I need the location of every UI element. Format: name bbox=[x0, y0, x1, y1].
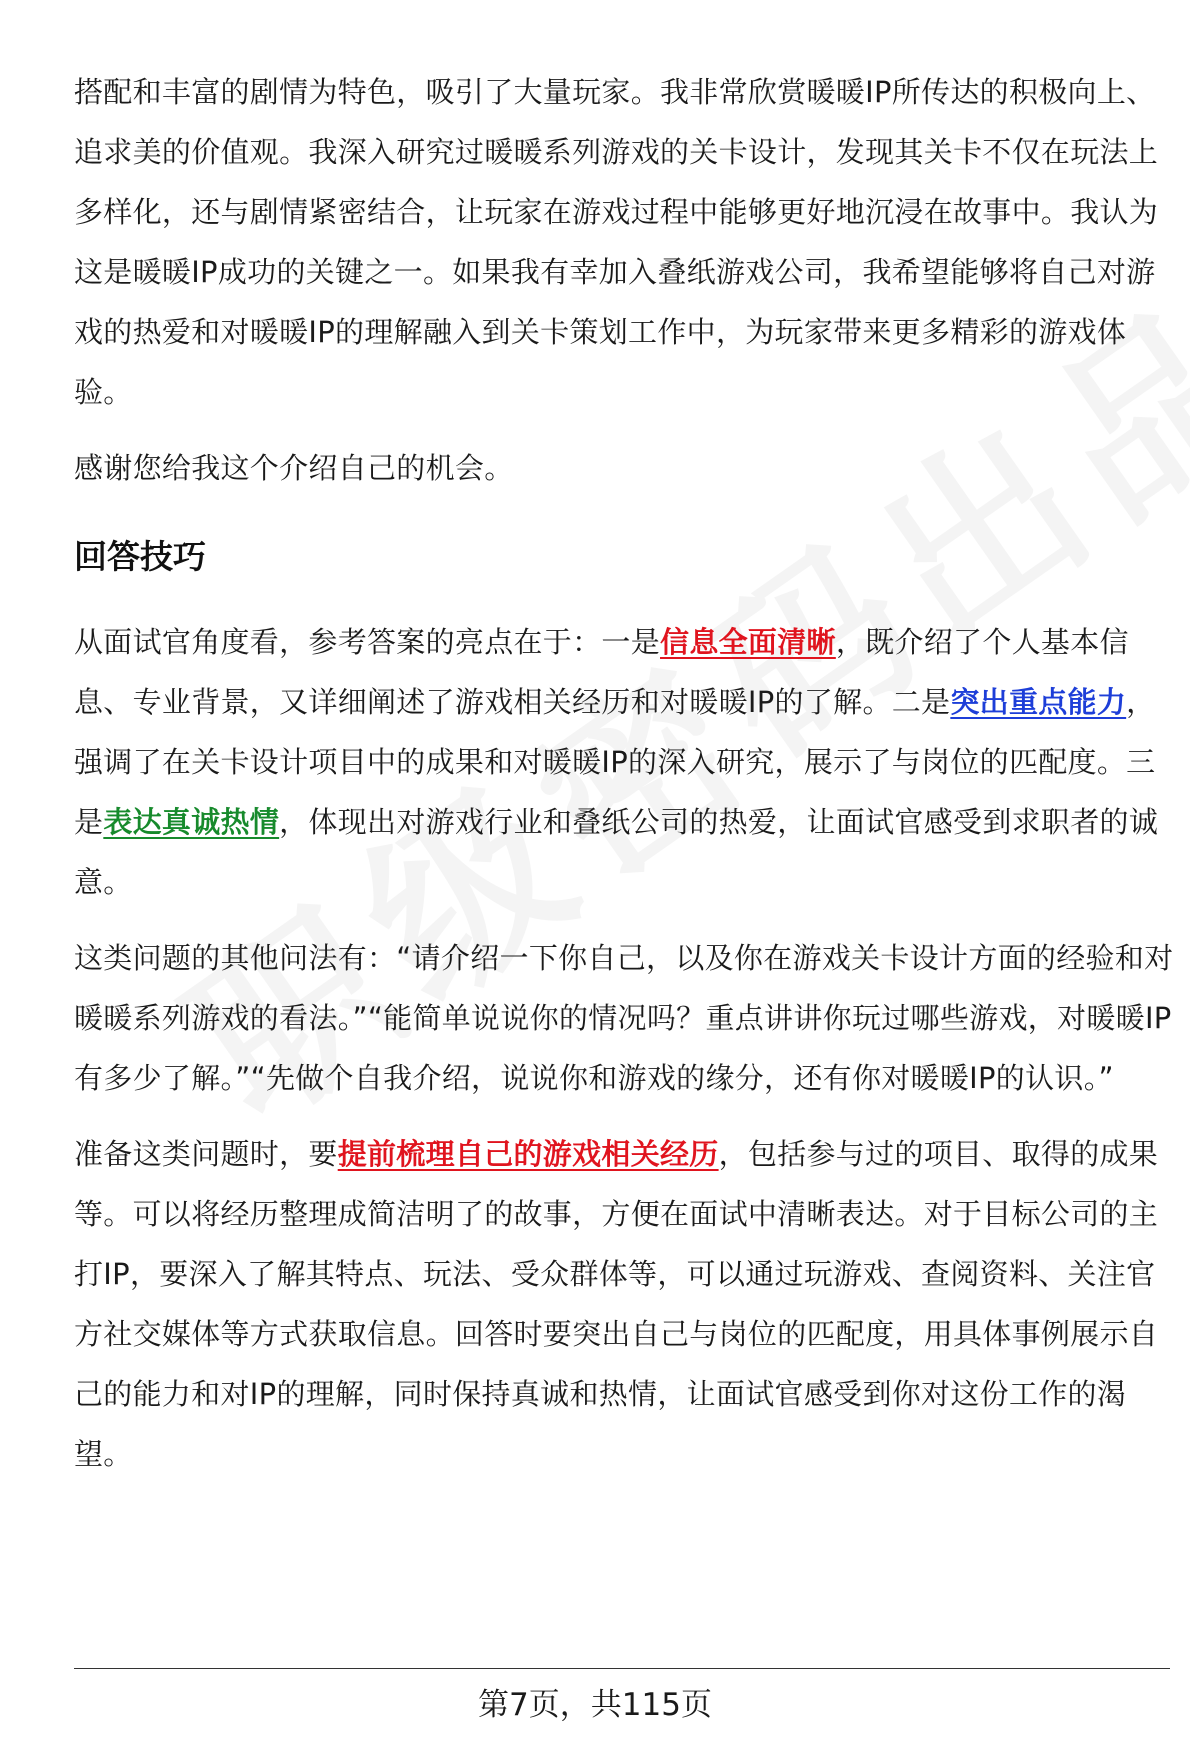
footer-divider bbox=[74, 1668, 1170, 1669]
paragraph-preparation bbox=[74, 1124, 1174, 1484]
text-segment: ，体现出对游戏行业和叠纸公司的热爱，让面试官感受到求职者的诚意。 bbox=[74, 805, 1159, 899]
page-number: 第7页，共115页 bbox=[478, 1687, 712, 1723]
highlight-info-complete: 信息全面清晰 bbox=[660, 625, 836, 659]
text-segment: 从面试官角度看，参考答案的亮点在于：一是 bbox=[74, 625, 661, 659]
highlight-review-experience: 提前梳理自己的游戏相关经历 bbox=[337, 1137, 719, 1171]
document-body bbox=[74, 62, 1174, 1484]
paragraph-alternative-questions: 这类问题的其他问法有：“请介绍一下你自己，以及你在游戏关卡设计方面的经验和对暖暖系列游戏的看法。”“能简单说说你的情况吗？重点讲讲你玩过哪些游戏，对暖暖IP有多少了解。”“先做个自我介绍，说说你和游戏的缘分，还有你对暖暖IP的认识。” bbox=[74, 941, 1174, 1095]
text-segment: 准备这类问题时，要 bbox=[74, 1137, 338, 1171]
paragraph-thanks: 感谢您给我这个介绍自己的机会。 bbox=[74, 451, 514, 485]
text-segment: ，包括参与过的项目、取得的成果等。可以将经历整理成简洁明了的故事，方便在面试中清晰表达。对于目标公司的主打IP，要深入了解其特点、玩法、受众群体等，可以通过玩游戏、查阅资料、关注官方社交媒体等方式获取信息。回答时要突出自己与岗位的匹配度，用具体事例展示自己的能力和对IP的理解，同时保持真诚和热情，让面试官感受到你对这份工作的渴望。 bbox=[74, 1137, 1159, 1471]
section-heading-answer-tips: 回答技巧 bbox=[74, 537, 206, 576]
text-segment: ，强调了在关卡设计项目中的成果和对暖暖IP的深入研究，展示了与岗位的匹配度。三是 bbox=[74, 685, 1156, 839]
highlight-sincere-passion: 表达真诚热情 bbox=[103, 805, 280, 839]
text-segment: ，既介绍了个人基本信息、专业背景，又详细阐述了游戏相关经历和对暖暖IP的了解。二是 bbox=[74, 625, 1129, 719]
highlight-key-ability: 突出重点能力 bbox=[950, 685, 1127, 719]
paragraph-intro-continuation: 搭配和丰富的剧情为特色，吸引了大量玩家。我非常欣赏暖暖IP所传达的积极向上、追求美的价值观。我深入研究过暖暖系列游戏的关卡设计，发现其关卡不仅在玩法上多样化，还与剧情紧密结合，让玩家在游戏过程中能够更好地沉浸在故事中。我认为这是暖暖IP成功的关键之一。如果我有幸加入叠纸游戏公司，我希望能够将自己对游戏的热爱和对暖暖IP的理解融入到关卡策划工作中，为玩家带来更多精彩的游戏体验。 bbox=[74, 75, 1159, 409]
paragraph-highlights bbox=[74, 612, 1174, 912]
